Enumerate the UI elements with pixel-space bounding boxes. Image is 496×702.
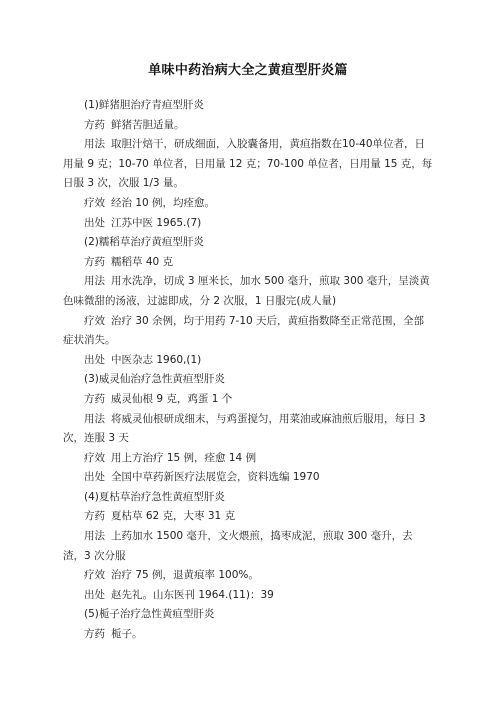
entry-paragraph bbox=[63, 135, 433, 194]
entry-paragraph bbox=[63, 214, 433, 234]
entry-paragraph bbox=[63, 507, 433, 527]
entry-label: 方药 bbox=[84, 510, 105, 523]
entry-text: 威灵仙根 9 克，鸡蛋 1 个 bbox=[111, 392, 233, 405]
document-title: 单味中药治病大全之黄疸型肝炎篇 bbox=[148, 63, 348, 78]
entry-text: 中医杂志 1960,(1) bbox=[111, 353, 202, 366]
entry-text: 赵先礼。山东医刊 1964.(11)：39 bbox=[111, 588, 274, 601]
entry-text: 糯稻草 40 克 bbox=[111, 255, 174, 268]
entry-label: 出处 bbox=[84, 588, 105, 601]
entry-label: 用法 bbox=[84, 530, 105, 543]
document-page bbox=[63, 62, 433, 645]
entry-label: 方药 bbox=[84, 118, 105, 131]
entry-label: 方药 bbox=[84, 392, 105, 405]
entry-paragraph bbox=[63, 625, 433, 645]
entry-label: 方药 bbox=[84, 628, 105, 641]
entry-text: 用上方治疗 15 例，痊愈 14 例 bbox=[111, 451, 257, 464]
entry-label: 用法 bbox=[84, 275, 105, 288]
entry-text: 栀子。 bbox=[111, 628, 143, 641]
entry-paragraph bbox=[63, 272, 433, 311]
entry-paragraph bbox=[63, 586, 433, 606]
section-heading-text: (2)糯稻草治疗黄疸型肝炎 bbox=[84, 236, 204, 249]
section-heading-text: (5)栀子治疗急性黄疸型肝炎 bbox=[84, 608, 215, 621]
entry-text: 江苏中医 1965.(7) bbox=[111, 216, 202, 229]
entry-label: 疗效 bbox=[84, 569, 105, 582]
section-heading bbox=[63, 233, 433, 253]
entry-paragraph bbox=[63, 410, 433, 449]
entry-label: 疗效 bbox=[84, 196, 105, 209]
entry-text: 上药加水 1500 毫升，文火煨煎，捣枣成泥，煎取 300 毫升，去渣，3 次分服 bbox=[63, 530, 413, 562]
entry-text: 用水洗净，切成 3 厘米长，加水 500 毫升，煎取 300 毫升，呈淡黄色味微甜的汤液，过滤即成，分 2 次服，1 日服完(成人量) bbox=[63, 275, 430, 307]
entry-text: 夏枯草 62 克，大枣 31 克 bbox=[111, 510, 236, 523]
entry-paragraph bbox=[63, 194, 433, 214]
entry-text: 治疗 75 例，退黄痕率 100%。 bbox=[111, 569, 259, 582]
entry-text: 鲜猪苦胆适量。 bbox=[111, 118, 185, 131]
entry-text: 经治 10 例，均痊愈。 bbox=[111, 196, 216, 209]
entry-label: 疗效 bbox=[84, 314, 105, 327]
entry-label: 出处 bbox=[84, 353, 105, 366]
entry-paragraph bbox=[63, 351, 433, 371]
entry-paragraph bbox=[63, 468, 433, 488]
entry-label: 用法 bbox=[84, 412, 105, 425]
entry-text: 全国中草药新医疗法展览会，资料选编 1970 bbox=[111, 471, 320, 484]
section-heading bbox=[63, 370, 433, 390]
entry-label: 方药 bbox=[84, 255, 105, 268]
section-heading-text: (4)夏枯草治疗急性黄疸型肝炎 bbox=[84, 490, 225, 503]
section-heading-text: (1)鲜猪胆治疗青疸型肝炎 bbox=[84, 99, 204, 111]
entry-paragraph bbox=[63, 116, 433, 136]
entry-label: 疗效 bbox=[84, 451, 105, 464]
section-heading-text: (3)威灵仙治疗急性黄疸型肝炎 bbox=[84, 373, 225, 386]
entry-paragraph bbox=[63, 527, 433, 566]
entry-paragraph bbox=[63, 312, 433, 351]
entry-text: 将威灵仙根研成细末，与鸡蛋搅匀，用菜油或麻油煎后服用，每日 3 次，连服 3 天 bbox=[63, 412, 426, 445]
document-body bbox=[63, 96, 433, 645]
entry-paragraph bbox=[63, 566, 433, 586]
section-heading bbox=[63, 96, 433, 116]
entry-label: 出处 bbox=[84, 216, 105, 229]
entry-text: 治疗 30 余例，均于用药 7-10 天后，黄疸指数降至正常范围，全部症状消失。 bbox=[63, 314, 425, 347]
entry-paragraph bbox=[63, 449, 433, 469]
entry-paragraph bbox=[63, 253, 433, 273]
section-heading bbox=[63, 488, 433, 508]
entry-text: 取胆汁焙干，研成细面，入胶囊备用，黄疸指数在10-40单位者，日用量 9 克；10-70 单位者，日用量 12 克；70-100 单位者，日用量 15 克，每日服 3 次，次服 1/3 量。 bbox=[63, 138, 433, 190]
section-heading bbox=[63, 605, 433, 625]
entry-label: 出处 bbox=[84, 471, 105, 484]
entry-label: 用法 bbox=[84, 138, 105, 151]
entry-paragraph bbox=[63, 390, 433, 410]
